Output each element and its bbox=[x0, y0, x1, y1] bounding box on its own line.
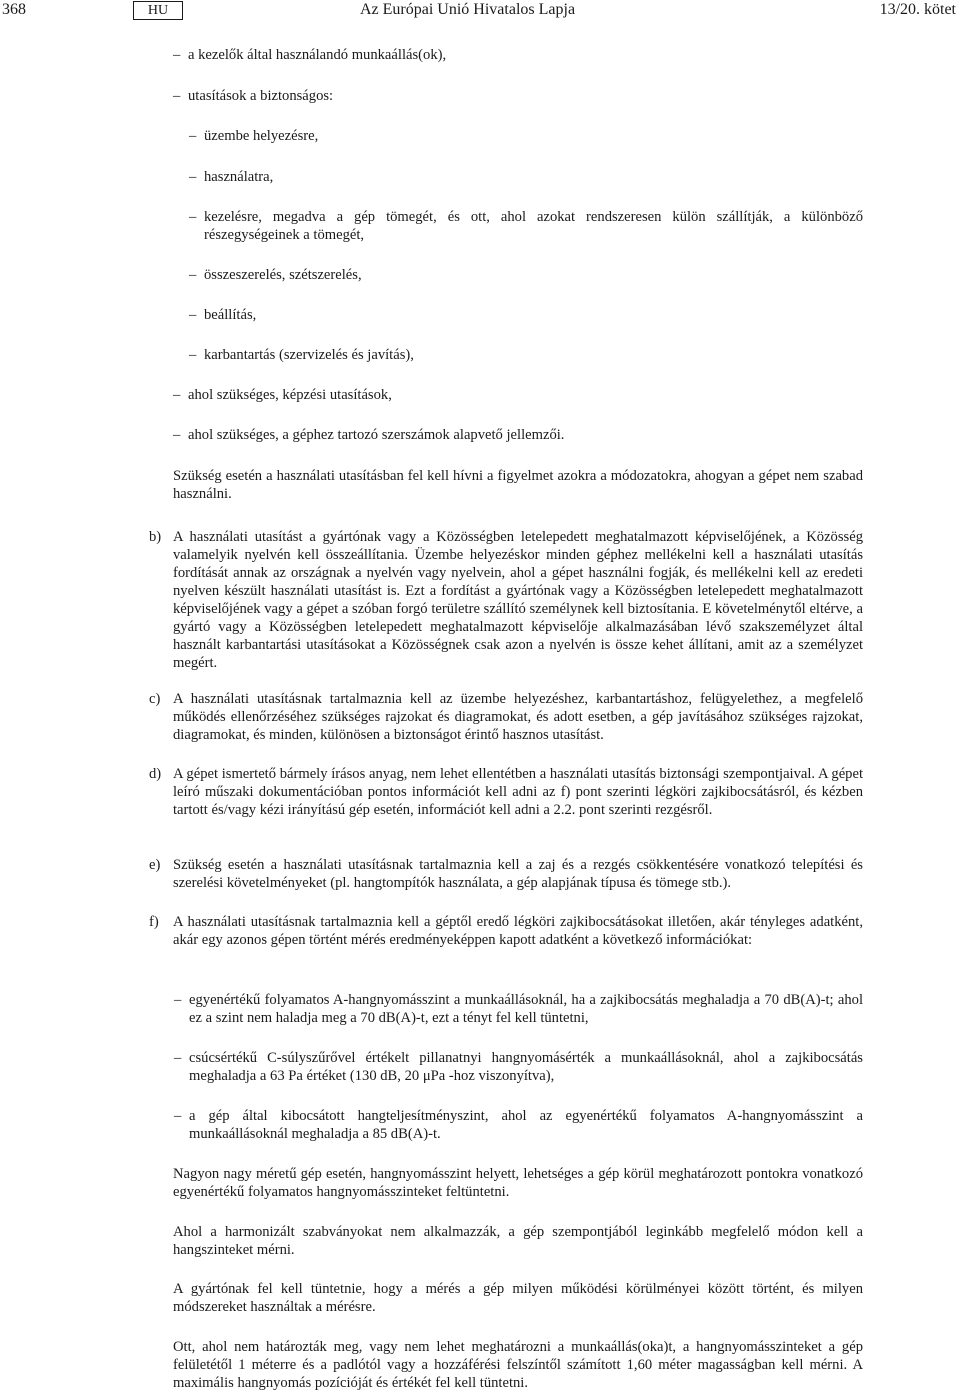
dash-marker: – bbox=[174, 1050, 182, 1066]
dash-marker: – bbox=[173, 387, 181, 403]
paragraph-text: Szükség esetén a használati utasításnak tartalmaznia kell a zaj és a rezgés csökkentésére vonatkozó telepítési és szerelési követelményeket (pl. hangtompítók használata, a gép alapjának típusa és tömege stb.). bbox=[173, 857, 863, 891]
lettered-paragraph-d bbox=[149, 765, 863, 819]
f-paragraph: Ott, ahol nem határozták meg, vagy nem lehet meghatározni a munkaállás(oka)t, a hangnyomásszinteket a gép felületétől 1 méterre és a padlótól vagy a hozzáférési felszíntől számított 1,60 méter magasságban kell mérni. A maximális hangnyomás pozícióját és értékét fel kell tüntetni. bbox=[173, 1339, 863, 1391]
sub-list-item bbox=[189, 306, 863, 324]
dash-marker: – bbox=[173, 47, 181, 63]
sub-list-item bbox=[189, 127, 863, 145]
list-item-text: ahol szükséges, a géphez tartozó szerszámok alapvető jellemzői. bbox=[188, 427, 565, 443]
dash-marker: – bbox=[173, 88, 181, 104]
paragraph-text: A használati utasításnak tartalmaznia kell a géptől eredő légköri zajkibocsátásokat illetően, akár tényleges adatként, akár egy azonos gépen történt mérés eredményeképpen kapott adatként a következő információkat: bbox=[173, 914, 863, 948]
paragraph-marker: f) bbox=[149, 914, 159, 930]
dash-marker: – bbox=[189, 169, 197, 185]
list-item-text: karbantartás (szervizelés és javítás), bbox=[204, 347, 414, 363]
list-item-text: beállítás, bbox=[204, 307, 257, 323]
lettered-paragraph-b bbox=[149, 528, 863, 672]
paragraph-marker: b) bbox=[149, 529, 162, 545]
list-item-text: összeszerelés, szétszerelés, bbox=[204, 267, 362, 283]
dash-marker: – bbox=[173, 427, 181, 443]
journal-title: Az Európai Unió Hivatalos Lapja bbox=[360, 1, 576, 18]
f-list-item bbox=[174, 1107, 863, 1143]
dash-marker: – bbox=[189, 128, 197, 144]
sub-list-item bbox=[189, 346, 863, 364]
paragraph-marker: e) bbox=[149, 857, 161, 873]
list-item bbox=[173, 87, 863, 105]
list-item-text: egyenértékű folyamatos A-hangnyomásszint a munkaállásoknál, ha a zajkibocsátás meghaladja a 70 dB(A)-t; ahol ez a szint nem haladja meg a 70 dB(A)-t, ezt a tényt fel kell tüntetni, bbox=[189, 992, 863, 1026]
dash-marker: – bbox=[189, 209, 197, 225]
volume-label: 13/20. kötet bbox=[879, 1, 956, 18]
dash-marker: – bbox=[174, 992, 182, 1008]
list-item-text: ahol szükséges, képzési utasítások, bbox=[188, 387, 392, 403]
sub-list-item bbox=[189, 266, 863, 284]
language-code-box: HU bbox=[133, 1, 183, 20]
sub-list-item bbox=[189, 208, 863, 244]
page-header bbox=[0, 0, 960, 20]
list-item bbox=[173, 426, 863, 444]
page-number: 368 bbox=[2, 1, 26, 18]
list-item-text: kezelésre, megadva a gép tömegét, és ott, ahol azokat rendszeresen külön szállítják, a különböző részegységeinek a tömegét, bbox=[204, 209, 863, 243]
lettered-paragraph-e bbox=[149, 856, 863, 892]
sub-list-item bbox=[189, 168, 863, 186]
dash-marker: – bbox=[189, 347, 197, 363]
dash-marker: – bbox=[174, 1108, 182, 1124]
list-item-text: a gép által kibocsátott hangteljesítményszint, ahol az egyenértékű folyamatos A-hangnyomásszint a munkaállásoknál meghaladja a 85 dB(A)-t. bbox=[189, 1108, 863, 1142]
paragraph-text: A gépet ismertető bármely írásos anyag, nem lehet ellentétben a használati utasítás biztonsági szempontjaival. A gépet leíró műszaki dokumentációban pontos információt kell adni az f) pont szerinti légköri zajkibocsátásról, és kézben tartott és/vagy kézi irányítású gép esetén, információt kell adni a 2.2. pont szerinti rezgésről. bbox=[173, 766, 863, 818]
note-paragraph: Szükség esetén a használati utasításban fel kell hívni a figyelmet azokra a módozatokra, ahogyan a gépet nem szabad használni. bbox=[173, 468, 863, 502]
list-item-text: használatra, bbox=[204, 169, 274, 185]
f-paragraph: A gyártónak fel kell tüntetnie, hogy a mérés a gép milyen működési körülményei között történt, és milyen módszereket használtak a mérésre. bbox=[173, 1281, 863, 1315]
dash-marker: – bbox=[189, 307, 197, 323]
lettered-paragraph-f bbox=[149, 913, 863, 949]
dash-marker: – bbox=[189, 267, 197, 283]
lettered-paragraph-c bbox=[149, 690, 863, 744]
list-item-text: üzembe helyezésre, bbox=[204, 128, 319, 144]
list-item-text: utasítások a biztonságos: bbox=[188, 88, 334, 104]
paragraph-marker: d) bbox=[149, 766, 162, 782]
list-item bbox=[173, 46, 863, 64]
paragraph-marker: c) bbox=[149, 691, 161, 707]
f-paragraph: Ahol a harmonizált szabványokat nem alkalmazzák, a gép szempontjából leginkább megfelelő módon kell a hangszinteket mérni. bbox=[173, 1224, 863, 1258]
f-list-item bbox=[174, 1049, 863, 1085]
f-list-item bbox=[174, 991, 863, 1027]
f-paragraph: Nagyon nagy méretű gép esetén, hangnyomásszint helyett, lehetséges a gép körül meghatározott pontokra vonatkozó egyenértékű folyamatos hangnyomásszinteket feltüntetni. bbox=[173, 1166, 863, 1200]
list-item bbox=[173, 386, 863, 404]
list-item-text: csúcsértékű C-súlyszűrővel értékelt pillanatnyi hangnyomásérték a munkaállásoknál, ahol a zajkibocsátás meghaladja a 63 Pa értéket (130 dB, 20 μPa -hoz viszonyítva), bbox=[189, 1050, 863, 1084]
paragraph-text: A használati utasítást a gyártónak vagy a Közösségben letelepedett meghatalmazott képviselőjének, a Közösség valamelyik nyelvén kell összeállítania. Üzembe helyezéskor minden géphez mellékelni kell a használati utasítás fordítását annak az országnak a nyelvén vagy nyelvein, ahol a gépet használni fogják, és mellékelni kell az eredeti nyelven készült használati utasítást is. Ezt a fordítást a gyártónak vagy a Közösségben letelepedett meghatalmazott képviselőjének vagy a gépet a szóban forgó területre szállító személynek kell biztosítania. E követelménytől eltérve, a gyártó vagy a Közösségben letelepedett meghatalmazott képviselője alkalmazásában lévő szakszemélyzet által használt karbantartási utasításokat a Közösségnek csak azon a nyelvén is össze kehet állítani, amit az a személyzet megért. bbox=[173, 529, 863, 671]
list-item-text: a kezelők által használandó munkaállás(ok), bbox=[188, 47, 447, 63]
paragraph-text: A használati utasításnak tartalmaznia kell az üzembe helyezéshez, karbantartáshoz, felügyelethez, a megfelelő működés ellenőrzéséhez szükséges rajzokat és diagramokat, és adott esetben, a gép javításához szükséges rajzokat, diagramokat, és minden, különösen a biztonságot érintő hasznos utasítást. bbox=[173, 691, 863, 743]
